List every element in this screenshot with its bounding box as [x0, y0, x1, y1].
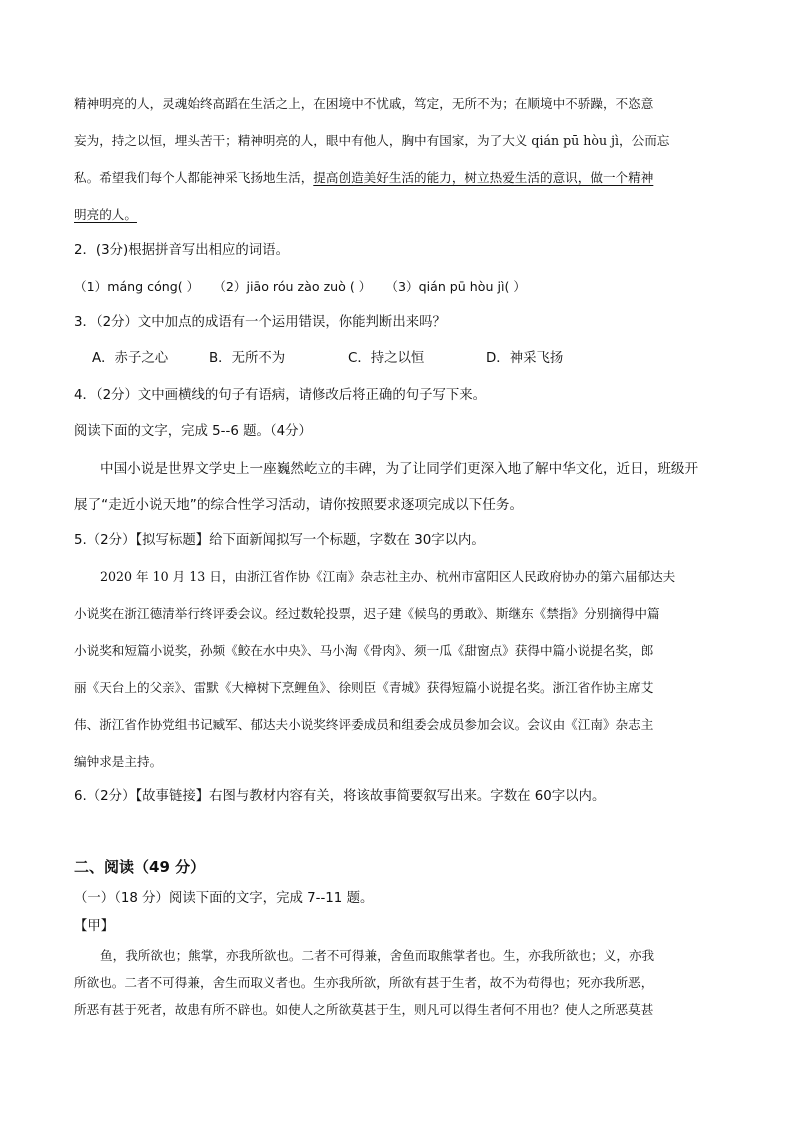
pinyin-item-2: （2）jiāo róu zào zuò ( ）	[213, 279, 372, 294]
reading-paragraph: 中国小说是世界文学史上一座巍然屹立的丰碑，为了让同学们更深入地了解中华文化，近日，班级开	[100, 461, 699, 477]
pinyin-item-1: （1）máng cóng( ）	[74, 279, 200, 294]
reading-intro: 阅读下面的文字，完成 5--6 题。（4分）	[74, 424, 312, 439]
passage-line	[74, 205, 137, 225]
question-3: 3．（2分）文中加点的成语有一个运用错误，你能判断出来吗？	[74, 315, 446, 330]
option-c: C．持之以恒	[348, 351, 425, 366]
passage-text: 妄为，持之以恒，埋头苦干；精神明亮的人，眼中有他人，胸中有国家，为了大义 qián pū hòu jì，公而忘	[74, 133, 670, 148]
underlined-sentence: 明亮的人。	[74, 207, 137, 222]
news-line: 伟、浙江省作协党组书记臧军、郁达夫小说奖终评委成员和组委会成员参加会议。会议由《江南》杂志主	[74, 717, 654, 732]
classical-line: 鱼，我所欲也；熊掌，亦我所欲也。二者不可得兼，舍鱼而取熊掌者也。生，亦我所欲也；义，亦我	[100, 948, 655, 963]
option-b: B．无所不为	[209, 351, 286, 366]
passage-label-jia: 【甲】	[74, 919, 115, 934]
passage-line	[74, 168, 722, 188]
section-title: 二、阅读（49 分）	[74, 858, 206, 876]
news-line: 2020 年 10 月 13 日，由浙江省作协《江南》杂志社主办、杭州市富阳区人民政府协办的第六届郁达夫	[100, 569, 676, 584]
question-2-items	[74, 277, 526, 297]
underlined-sentence: 提高创造美好生活的能力，树立热爱生活的意识，做一个精神	[313, 170, 654, 185]
classical-line: 所恶有甚于死者，故患有所不辟也。如使人之所欲莫甚于生，则凡可以得生者何不用也？使人之所恶莫甚	[74, 1002, 654, 1017]
option-d: D．神采飞扬	[486, 351, 564, 366]
section-subtitle: （一）（18 分）阅读下面的文字，完成 7--11 题。	[74, 891, 374, 906]
reading-paragraph: 展了“走近小说天地”的综合性学习活动，请你按照要求逐项完成以下任务。	[74, 497, 524, 513]
news-line: 小说奖和短篇小说奖，孙频《鲛在水中央》、马小淘《骨肉》、须一瓜《甜窗点》获得中篇小说提名奖，郎	[74, 643, 654, 658]
question-2: 2．(3分)根据拼音写出相应的词语。	[74, 243, 289, 258]
news-line: 小说奖在浙江德清举行终评委会议。经过数轮投票，迟子建《候鸟的勇敢》、斯继东《禁指》分别摘得中篇	[74, 606, 660, 621]
news-line: 丽《天台上的父亲》、雷默《大樟树下烹鲤鱼》、徐则臣《青城》获得短篇小说提名奖。浙江省作协主席艾	[74, 680, 654, 695]
question-5: 5.（2分）【拟写标题】给下面新闻拟写一个标题，字数在 30字以内。	[74, 533, 485, 548]
passage-text: 私。希望我们每个人都能神采飞扬地生活，	[74, 170, 314, 185]
option-a: A．赤子之心	[92, 351, 169, 366]
pinyin-item-3: （3）qián pū hòu jì( ）	[385, 279, 526, 294]
passage-line	[74, 131, 722, 151]
passage-line	[74, 94, 722, 114]
question-4: 4．（2分）文中画横线的句子有语病，请修改后将正确的句子写下来。	[74, 388, 487, 403]
question-6: 6.（2分）【故事链接】右图与教材内容有关，将该故事简要叙写出来。字数在 60字以内。	[74, 789, 606, 804]
news-line: 编钟求是主持。	[74, 754, 163, 769]
classical-line: 所欲也。二者不可得兼，舍生而取义者也。生亦我所欲，所欲有甚于生者，故不为苟得也；死亦我所恶，	[74, 975, 654, 990]
passage-text: 精神明亮的人，灵魂始终高蹈在生活之上，在困境中不忧戚，笃定，无所不为；在顺境中不骄躁，不恣意	[74, 96, 654, 111]
